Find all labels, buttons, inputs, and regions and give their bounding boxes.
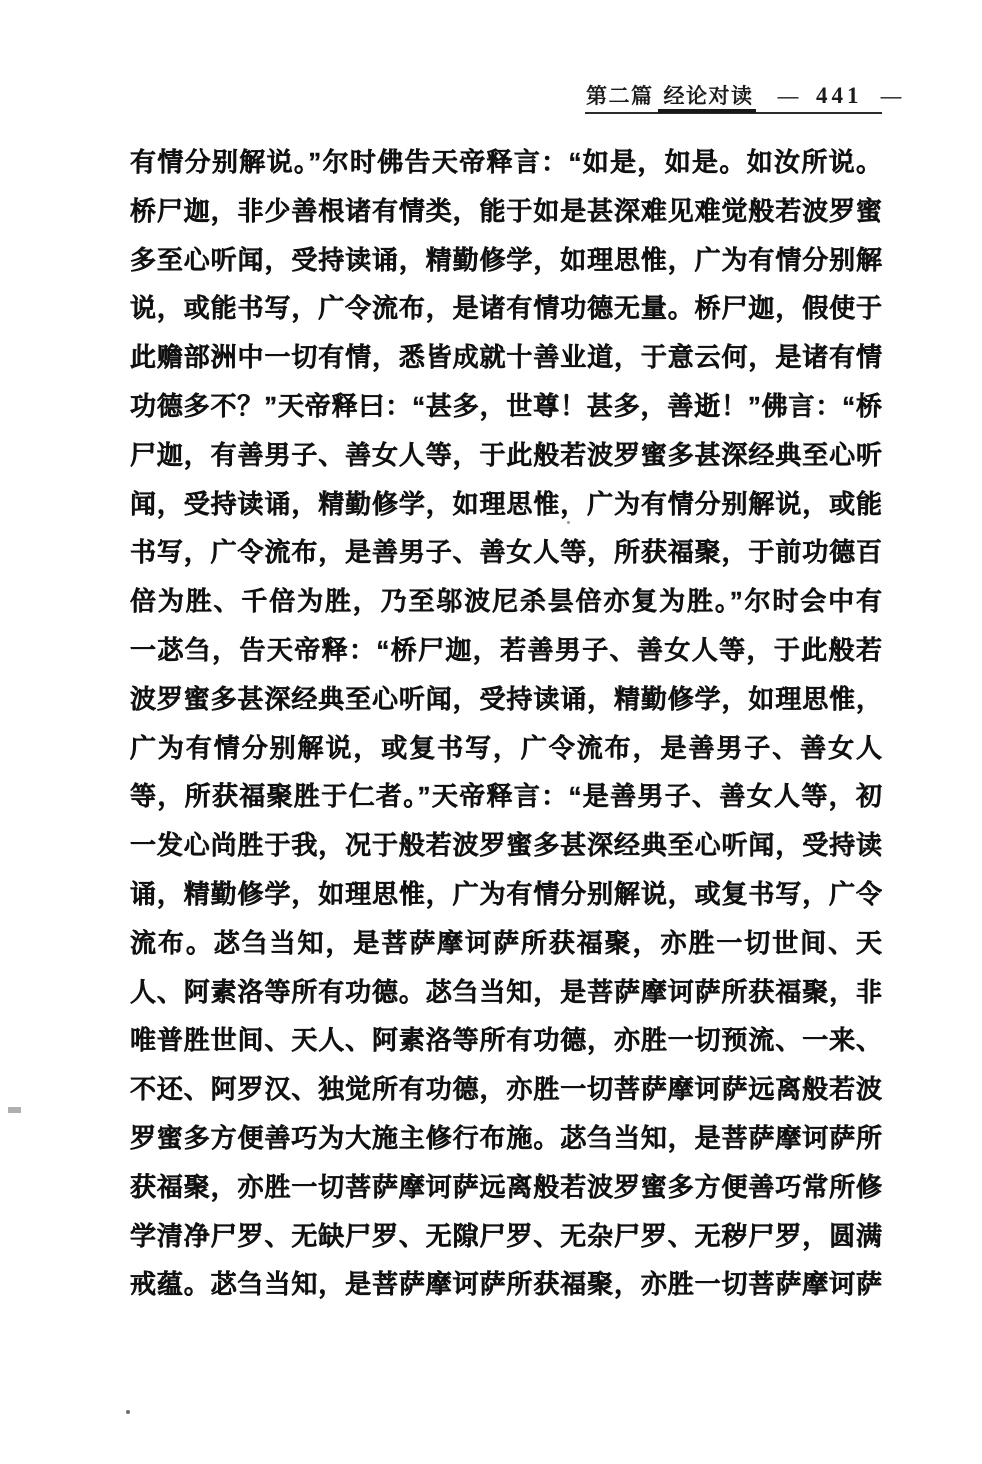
text-line: 多至心听闻，受持读诵，精勤修学，如理思惟，广为有情分别解 (130, 244, 882, 275)
text-line: 波罗蜜多甚深经典至心听闻，受持读诵，精勤修学，如理思惟， (130, 683, 882, 714)
header-dash-left: — (777, 85, 800, 108)
text-line: 书写，广令流布，是善男子、善女人等，所获福聚，于前功德百 (130, 537, 882, 568)
text-line: 尸迦，有善男子、善女人等，于此般若波罗蜜多甚深经典至心听 (130, 439, 882, 470)
text-line: 唯普胜世间、天人、阿素洛等所有功德，亦胜一切预流、一来、 (130, 1025, 882, 1056)
text-line: 一发心尚胜于我，况于般若波罗蜜多甚深经典至心听闻，受持读 (130, 830, 882, 861)
text-line: 不还、阿罗汉、独觉所有功德，亦胜一切菩萨摩诃萨远离般若波 (130, 1074, 882, 1105)
text-line: 人、阿素洛等所有功德。苾刍当知，是菩萨摩诃萨所获福聚，非 (130, 976, 882, 1007)
scan-artifact (126, 1410, 130, 1414)
text-line: 此赡部洲中一切有情，悉皆成就十善业道，于意云何，是诸有情 (130, 342, 882, 373)
text-line: 学清净尸罗、无缺尸罗、无隙尸罗、无杂尸罗、无秽尸罗，圆满 (130, 1220, 882, 1251)
page-header (586, 80, 903, 110)
text-line: 广为有情分别解说，或复书写，广令流布，是善男子、善女人 (130, 732, 882, 763)
text-line: 倍为胜、千倍为胜，乃至邬波尼杀昙倍亦复为胜。”尔时会中有 (130, 586, 882, 617)
header-dash-right: — (880, 85, 903, 108)
text-line: 说，或能书写，广令流布，是诸有情功德无量。桥尸迦，假使于 (130, 293, 882, 324)
text-line: 有情分别解说。”尔时佛告天帝释言：“如是，如是。如汝所说。 (130, 147, 882, 177)
header-chapter-title: 经论对读 (663, 85, 754, 108)
body-text (130, 138, 882, 1309)
text-line: 闻，受持读诵，精勤修学，如理思惟，广为有情分别解说，或能 (130, 488, 882, 519)
header-page-number: 441 (816, 83, 863, 108)
header-section-label: 第二篇 (586, 85, 654, 108)
text-line: 一苾刍，告天帝释：“桥尸迦，若善男子、善女人等，于此般若 (130, 634, 882, 665)
text-line: 桥尸迦，非少善根诸有情类，能于如是甚深难见难觉般若波罗蜜 (130, 195, 882, 226)
text-line: 诵，精勤修学，如理思惟，广为有情分别解说，或复书写，广令 (130, 878, 882, 909)
scan-artifact (567, 521, 570, 524)
header-rule-thick-segment (658, 109, 756, 113)
text-line: 罗蜜多方便善巧为大施主修行布施。苾刍当知，是菩萨摩诃萨所 (130, 1122, 882, 1153)
text-line: 流布。苾刍当知，是菩萨摩诃萨所获福聚，亦胜一切世间、天 (130, 927, 882, 958)
text-line: 获福聚，亦胜一切菩萨摩诃萨远离般若波罗蜜多方便善巧常所修 (130, 1171, 882, 1202)
text-line: 戒蕴。苾刍当知，是菩萨摩诃萨所获福聚，亦胜一切菩萨摩诃萨 (130, 1269, 882, 1300)
scan-artifact (8, 1107, 21, 1113)
text-line: 功德多不？”天帝释曰：“甚多，世尊！甚多，善逝！”佛言：“桥 (130, 390, 882, 421)
text-line: 等，所获福聚胜于仁者。”天帝释言：“是善男子、善女人等，初 (130, 781, 882, 812)
